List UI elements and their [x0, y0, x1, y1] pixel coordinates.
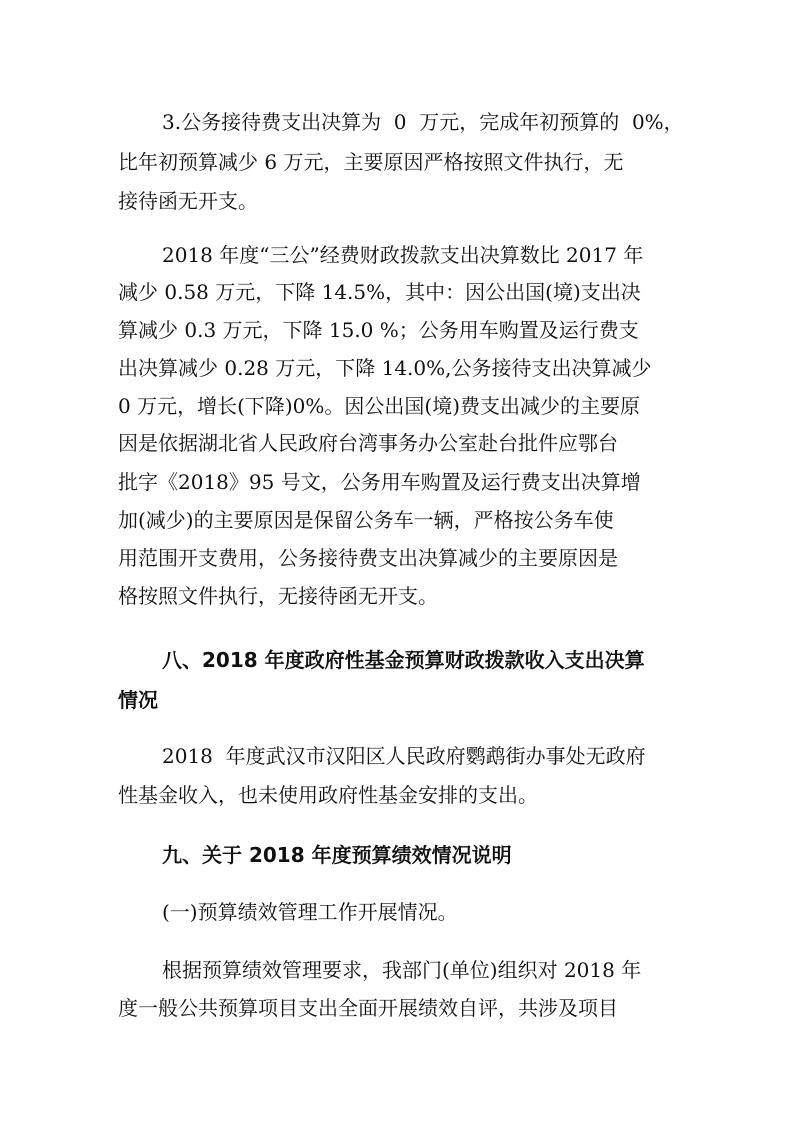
- text-line: 算减少 0.3 万元，下降 15.0 %；公务用车购置及运行费支: [118, 318, 639, 342]
- text-line: 比年初预算减少 6 万元，主要原因严格按照文件执行，无: [118, 150, 624, 174]
- text-line: 批字《2018》95 号文，公务用车购置及运行费支出决算增: [118, 470, 641, 494]
- section-9-heading: 九、关于 2018 年度预算绩效情况说明: [162, 843, 512, 867]
- text-line: 2018 年度武汉市汉阳区人民政府鹦鹉街办事处无政府: [162, 744, 646, 768]
- text-line: 0 万元，增长(下降)0%。因公出国(境)费支出减少的主要原: [118, 394, 641, 418]
- text-line: 3.公务接待费支出决算为 0 万元，完成年初预算的 0%，: [162, 110, 684, 134]
- section-9-subheading: (一)预算绩效管理工作开展情况。: [162, 900, 458, 924]
- text-line: 加(减少)的主要原因是保留公务车一辆，严格按公务车使: [118, 508, 614, 532]
- text-line: 2018 年度“三公”经费财政拨款支出决算数比 2017 年: [162, 243, 644, 267]
- text-line: 接待函无开支。: [118, 189, 258, 213]
- text-line: 格按照文件执行，无接待函无开支。: [118, 584, 438, 608]
- text-line: 出决算减少 0.28 万元，下降 14.0%,公务接待支出决算减少: [118, 356, 652, 380]
- text-line: 因是依据湖北省人民政府台湾事务办公室赴台批件应鄂台: [118, 431, 618, 455]
- section-8-heading-continued: 情况: [118, 688, 158, 712]
- text-line: 减少 0.58 万元，下降 14.5%，其中：因公出国(境)支出决: [118, 280, 641, 304]
- text-line: 度一般公共预算项目支出全面开展绩效自评，共涉及项目: [118, 996, 618, 1020]
- text-line: 用范围开支费用，公务接待费支出决算减少的主要原因是: [118, 546, 618, 570]
- text-line: 根据预算绩效管理要求，我部门(单位)组织对 2018 年: [162, 958, 642, 982]
- text-line: 性基金收入，也未使用政府性基金安排的支出。: [118, 783, 538, 807]
- section-8-heading: 八、2018 年度政府性基金预算财政拨款收入支出决算: [162, 648, 645, 672]
